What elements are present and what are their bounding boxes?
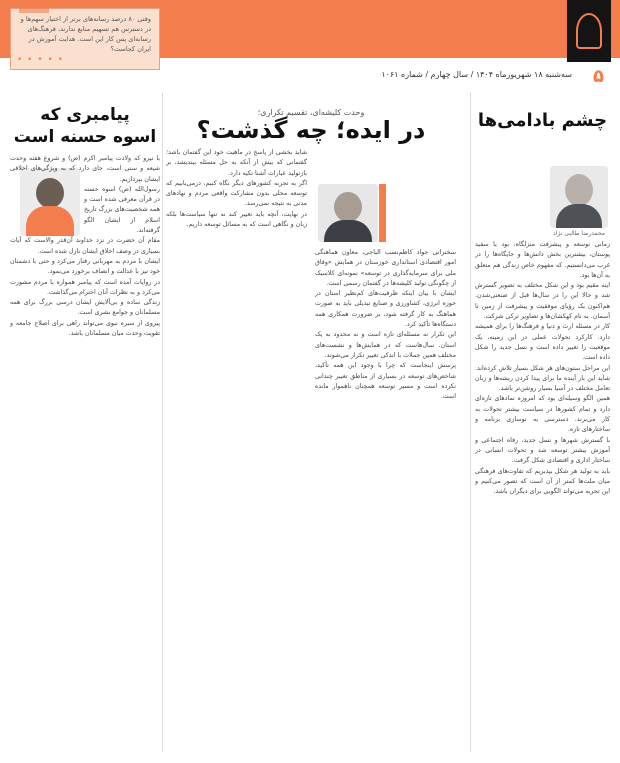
article-left-title-line2: اسوه حسنه است [13, 127, 157, 147]
issue-date-line: سه‌شنبه ۱۸ شهریورماه ۱۴۰۴ / سال چهارم / شماره ۱۰۶۱ [381, 70, 572, 79]
paragraph: کار در مسئله ارث و دنیا و فرهنگ‌ها را برای همیشه دارد. کارکرد تحولات عملی در این زمینه، یک موقعیت را تغییر داده است و نسل جدید را شکل داده است. [475, 323, 610, 362]
logo-emblem-icon [576, 13, 602, 49]
article-center-kicker: وحدت کلیشه‌ای، تقسیم تکراری؛ [257, 108, 365, 117]
article-right-body [475, 92, 610, 755]
paragraph: پرسش اینجاست که چرا با وجود این همه تأکید، شاخص‌های توسعه در بسیاری از مناطق تغییر چندانی نکرده است و مسیر توسعه همچنان ناهموار مانده است. [315, 362, 456, 401]
paragraph: زندگی ساده و بی‌آلایش ایشان درسی بزرگ برای همه مسلمانان و جوامع بشری است. [10, 299, 160, 317]
paragraph: این تکرار نه مسئله‌ای تازه است و نه محدود به یک استان. سال‌هاست که در همایش‌ها و نشست‌های مختلف همین جملات با اندکی تغییر تکرار می‌شوند. [315, 331, 456, 359]
author-photo-center [318, 184, 378, 242]
article-center-body [166, 148, 456, 755]
author-tag-center [379, 184, 386, 242]
paragraph: زمانی نوسعه و پیشرفت منزلگاه، بود یا سفید پوستان، بیشترین بخش دانش‌ها و جایگاه‌ها را در غرب می‌دانستیم. که مفهوم خاص زندگی هم متعلق به آن‌ها بود. [475, 241, 610, 279]
article-center-column-b [166, 148, 307, 755]
paragraph: در نهایت، آنچه باید تغییر کند نه تنها سیاست‌ها بلکه زبان و نگاهی است که به مسائل توسعه داریم. [166, 210, 307, 229]
paragraph: این مراحل ستون‌های هر شکل بسیار تلاش کرده‌اند. شاید این بار آینده ما برای پیدا کردن ریشه‌ها و زبان تعامل مختلف در آسیا بسیار روشن‌تر باشد. [475, 364, 610, 393]
paragraph: با گسترش شهرها و نسل جدید، رفاه اجتماعی و آموزش بیشتر توسعه شد و تحولات انسانی در ساختار اداری و اقتصادی شکل گرفت. [475, 436, 610, 465]
column-divider [162, 92, 163, 752]
paragraph: با نیرو که ولادت پیامبر اکرم (ص) و شروع هفته وحدت شیعه و سنی است، جای دارد که به ویژگی‌های اخلاقی ایشان بپردازیم. [10, 155, 160, 183]
newspaper-logo [567, 0, 611, 62]
paragraph: شاید بخشی از پاسخ در ماهیت خود این گفتمان باشد؛ گفتمانی که بیش از آنکه به حل مسئله بیندیشد، بر بازتولید عبارات آشنا تکیه دارد. [166, 149, 307, 177]
article-center-title: در ایده؛ چه گذشت؟ [196, 116, 426, 144]
quote-card [10, 8, 160, 70]
paragraph: رسول‌الله (ص) اسوه حسنه در قرآن معرفی شده است و همه شخصیت‌های بزرگ تاریخ اسلام از ایشان الگو گرفته‌اند. [84, 185, 160, 235]
tape-decoration [19, 3, 49, 13]
paragraph: ایشان با بیان اینکه ظرفیت‌های کم‌نظیر استان در حوزه انرژی، کشاورزی و صنایع تبدیلی باید به صورت هماهنگ به کار گرفته شود، بر ضرورت همکاری همه دستگاه‌ها تأکید کرد. [315, 290, 456, 329]
paragraph: اینه مقیم بود و این شکل مختلف به تصویر گسترش شد و حالا این را در سال‌ها قبل از صنعتی‌شدن. هم‌اکنون یک رؤیای موفقیت و پیشرفت از زمین تا آسمان. به نام کهکشان‌ها و تصاویر ترکی شرکت. [475, 282, 610, 321]
article-left-body [10, 92, 160, 755]
paragraph: سخنرانی جواد کاظم‌نسب الباجی، معاون هماهنگی امور اقتصادی استانداری خوزستان در همایش «وفاق ملی برای سرمایه‌گذاری در توسعه» نمونه‌ای کلاسیک از چگونگی تولید کلیشه‌ها در گفتمان رسمی است. [315, 249, 456, 287]
paragraph: مقام آن حضرت در نزد خداوند آن‌قدر والاست که آیات بسیاری در وصف اخلاق ایشان نازل شده است. [10, 237, 160, 255]
page-header [0, 0, 620, 90]
paragraph: اگر به تجربه کشورهای دیگر نگاه کنیم، درمی‌یابیم که توسعه محلی بدون مشارکت واقعی مردم و نهادهای مدنی به نتیجه نمی‌رسد. [166, 179, 307, 208]
quote-text: وقتی ۸۰ درصد رسانه‌های برتر از اختیار سهم‌ها و در دسترس هم تسهیم منابع ندارند، فرهنگ‌های رسانه‌ای پس کار این است. هدایت آموزش در ایران کجاست؟ [20, 15, 151, 53]
author-body-shape [324, 220, 372, 242]
paragraph: در روایات آمده است که پیامبر همواره با مردم مشورت می‌کرد و به نظرات آنان احترام می‌گذاشت. [10, 278, 160, 296]
paragraph: پیروی از سیره نبوی می‌تواند راهی برای اصلاح جامعه و تقویت وحدت میان مسلمانان باشد. [10, 319, 160, 338]
paragraph: همین الگو وسیله‌ای بود که امروزه نمادهای تازه‌ای دارد و تمام کشورها در سیاست بیشتر تحولات به کار می‌برند. دسترسی به نوسازی برنامه و ساختارهای تازه. [475, 395, 610, 434]
article-right-title: چشم بادامی‌ها [477, 110, 608, 131]
page-number: ۵ [593, 66, 604, 87]
column-divider [470, 92, 471, 752]
paragraph: ایشان با مردم به مهربانی رفتار می‌کرد و حتی با دشمنان خود نیز با عدالت و انصاف برخورد می‌نمود. [10, 257, 160, 276]
author-head-shape [334, 192, 362, 222]
dots-decoration: • • • • • [17, 55, 64, 65]
author-name-right: محمدرضا طالبی نژاد [553, 230, 605, 237]
article-left-title-line1: پیامبری که [40, 105, 130, 125]
paragraph: باید به تولید هر شکل بپذیریم که تفاوت‌های فرهنگی میان ملت‌ها کمتر از آن است که تصور می‌کنیم و این تجربه می‌تواند الگویی برای دیگران باشد. [475, 467, 610, 496]
